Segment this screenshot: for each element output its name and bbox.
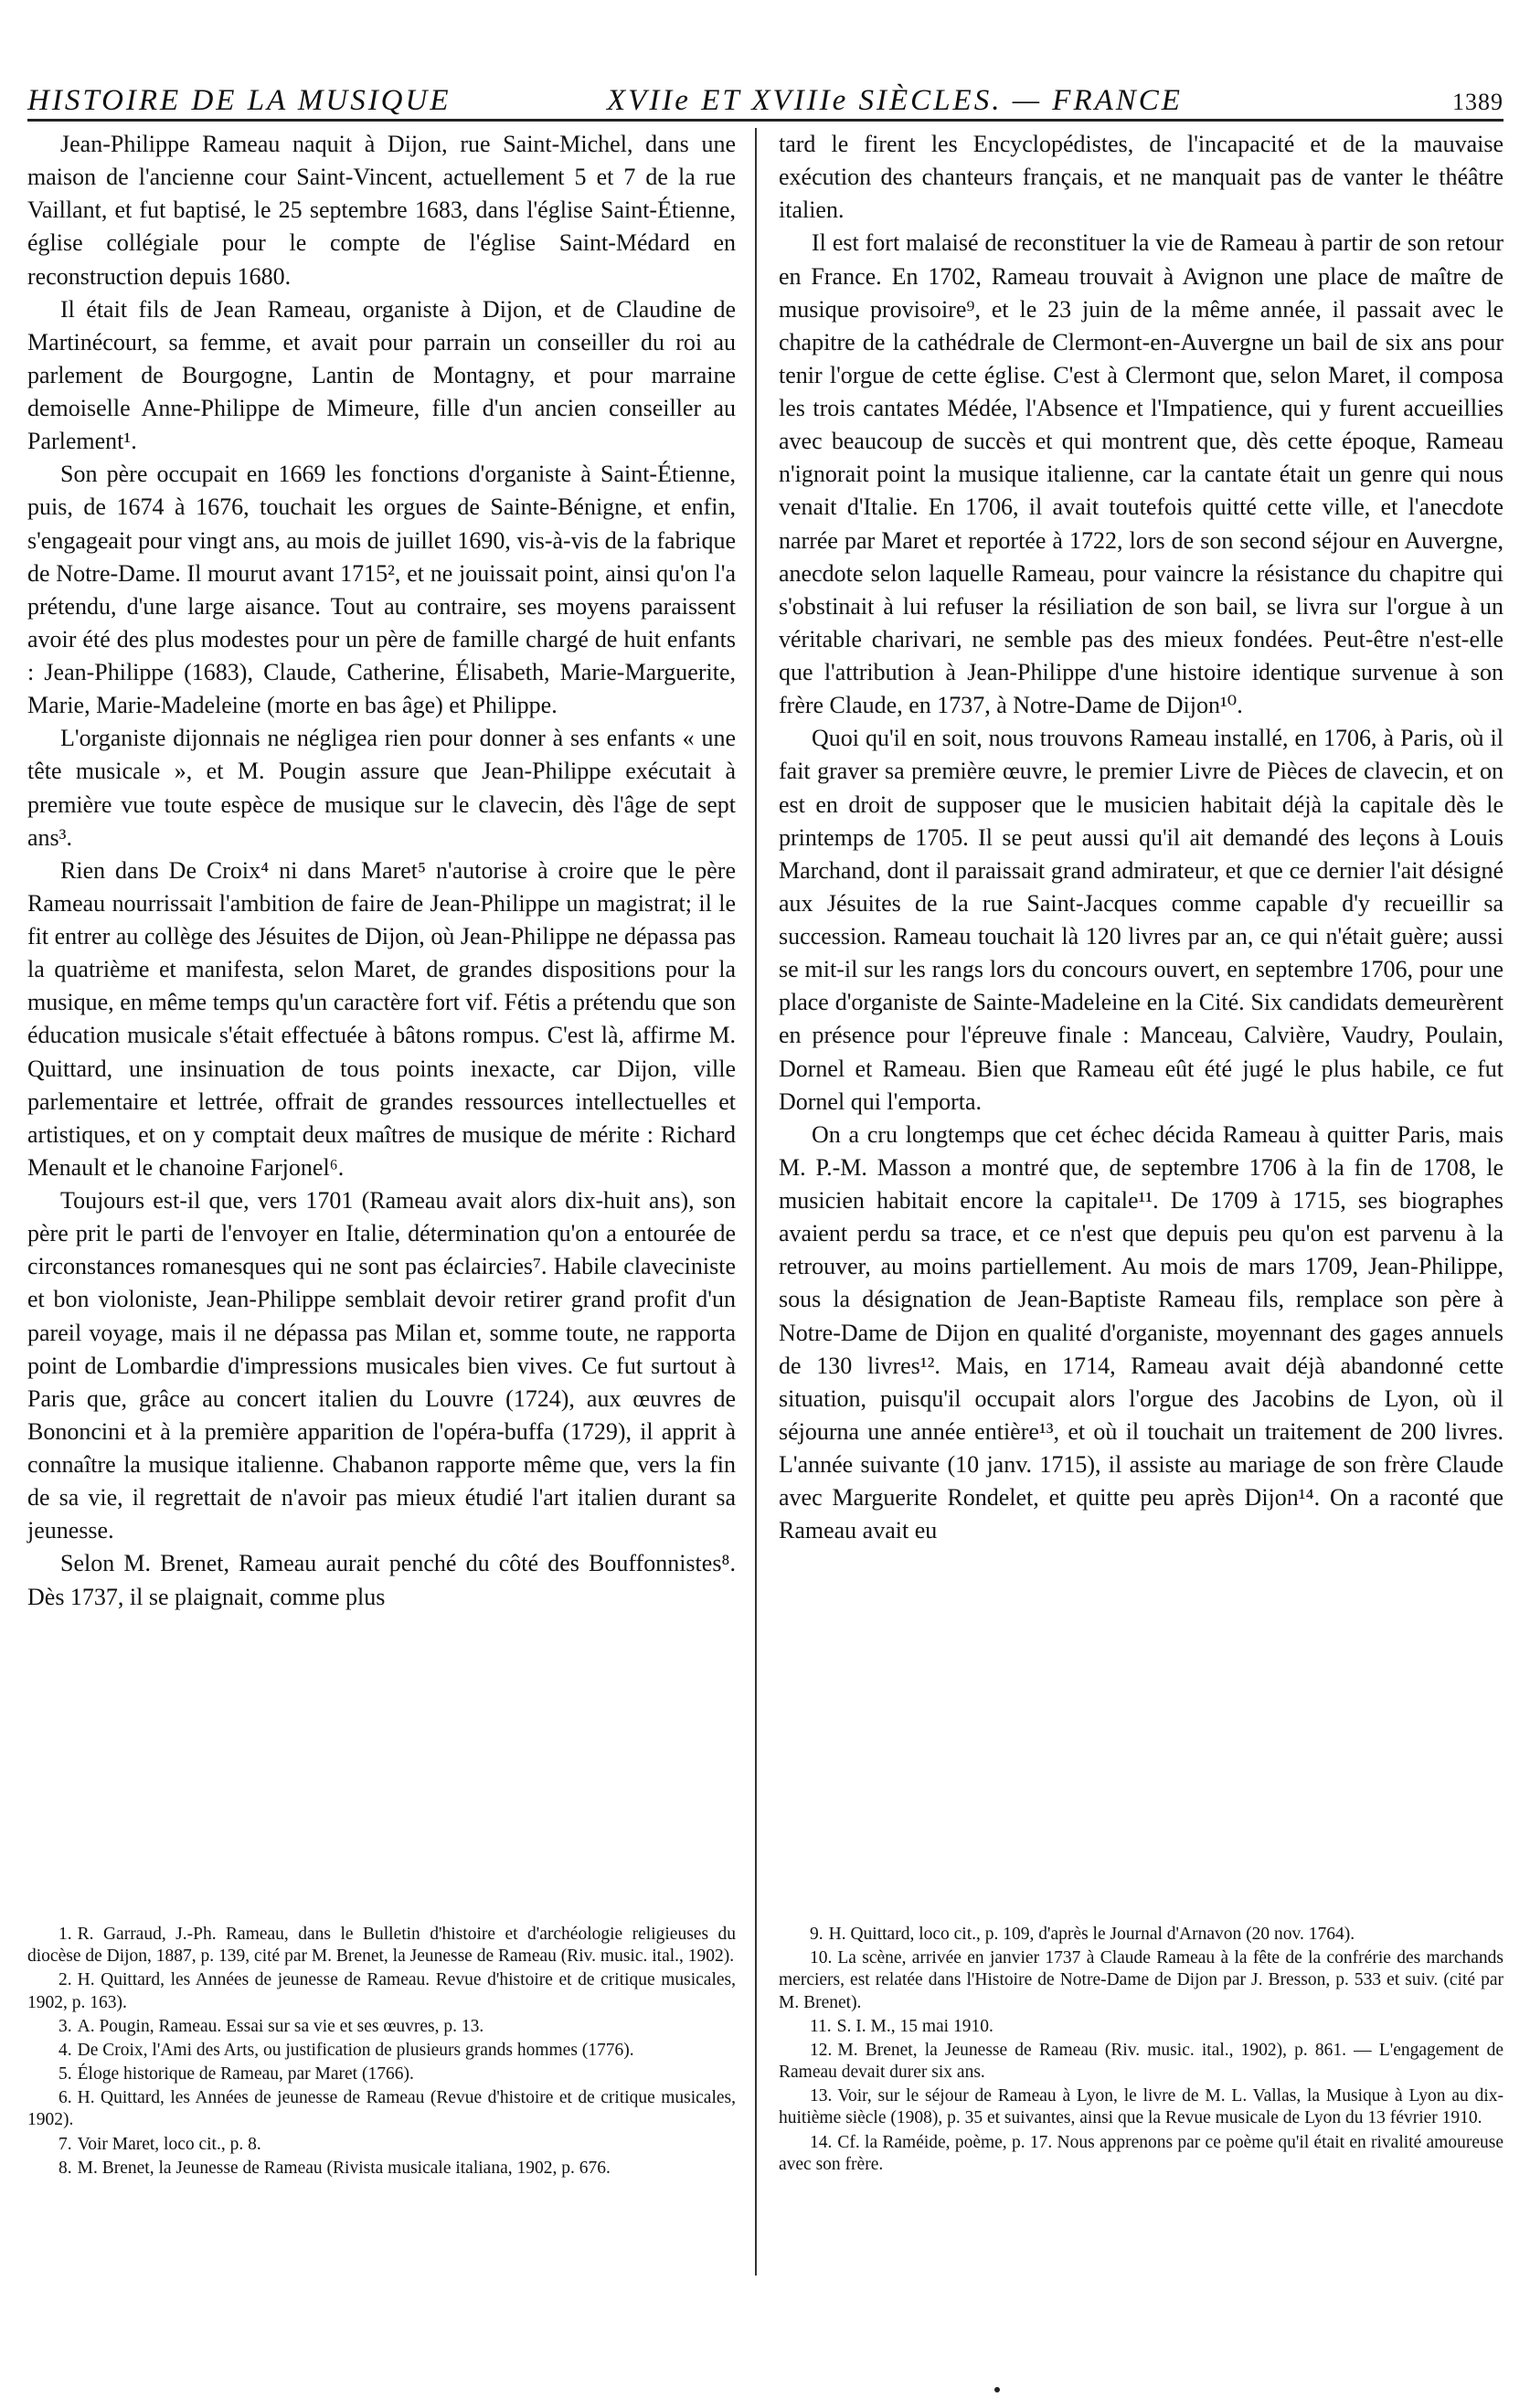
paragraph: Toujours est-il que, vers 1701 (Rameau avait alors dix-huit ans), son père prit le parti de l'envoyer en Italie, détermination qu'on a entourée de circonstances romanesques qui ne sont pas éclaircies⁷. Habile claveciniste et bon violoniste, Jean-Philippe semblait devoir retirer grand profit d'un pareil voyage, mais il ne dépassa pas Milan et, somme toute, ne rapporta point de Lombardie d'impressions musicales bien vives. Ce fut surtout à Paris que, grâce au concert italien du Louvre (1724), aux œuvres de Bononcini et à la première apparition de l'opéra-buffa (1729), il apprit à connaître la musique italienne. Chabanon rapporte même que, vers la fin de sa vie, il regrettait de n'avoir pas mieux étudié l'art italien durant sa jeunesse.: [27, 1187, 736, 1544]
footnote-text: La scène, arrivée en janvier 1737 à Claude Rameau à la fête de la confrérie des marchands merciers, est relatée dans l'Histoire de Notre-Dame de Dijon par J. Bresson, p. 533 et suiv. (cité par M. Brenet).: [779, 1948, 1503, 2012]
footnote: [27, 2134, 736, 2156]
footnote: [779, 2016, 1503, 2038]
footnote: [27, 2158, 736, 2180]
footnote-number: 7.: [58, 2134, 72, 2154]
footnotes-left: [27, 1924, 736, 2181]
paragraph: Quoi qu'il en soit, nous trouvons Rameau installé, en 1706, à Paris, où il fait graver sa première œuvre, le premier Livre de Pièces de clavecin, et on est en droit de supposer que le musicien habitait déjà la capitale dès le printemps de 1705. Il se peut aussi qu'il ait demandé des leçons à Louis Marchand, dont il paraissait grand admirateur, et que ce dernier l'ait désigné aux Jésuites de la rue Saint-Jacques comme capable d'y recueillir sa succession. Rameau touchait là 120 livres par an, ce qui n'était guère; aussi se mit-il sur les rangs lors du concours ouvert, en septembre 1706, pour une place d'organiste de Sainte-Madeleine en la Cité. Six candidats demeurèrent en présence pour l'épreuve finale : Manceau, Calvière, Vaudry, Poulain, Dornel et Rameau. Bien que Rameau eût été jugé le plus habile, ce fut Dornel qui l'emporta.: [779, 725, 1503, 1115]
column-divider: [755, 128, 757, 2275]
footnote-text: M. Brenet, la Jeunesse de Rameau (Riv. music. ital., 1902), p. 861. — L'engagement de Rameau devait durer six ans.: [779, 2040, 1503, 2083]
footnote-number: 9.: [810, 1925, 823, 1944]
footnote-number: 10.: [810, 1948, 833, 1968]
footnote: [27, 1924, 736, 1968]
footnote: [779, 1924, 1503, 1946]
paragraph: Rien dans De Croix⁴ ni dans Maret⁵ n'autorise à croire que le père Rameau nourrissait l'ambition de faire de Jean-Philippe un magistrat; il le fit entrer au collège des Jésuites de Dijon, où Jean-Philippe ne dépassa pas la quatrième et manifesta, selon Maret, de grandes dispositions pour la musique, en même temps qu'un caractère fort vif. Fétis a prétendu que son éducation musicale s'était effectuée à bâtons rompus. C'est là, affirme M. Quittard, une insinuation de tous points inexacte, car Dijon, ville parlementaire et lettrée, offrait de grandes ressources intellectuelles et artistiques, et on y comptait deux maîtres de musique de mérite : Richard Menault et le chanoine Farjonel⁶.: [27, 856, 736, 1181]
footnote: [27, 2087, 736, 2131]
footnote: [27, 2063, 736, 2085]
footnote: [27, 2016, 736, 2038]
footnote-number: 11.: [810, 2016, 832, 2036]
print-speck: [994, 2387, 1000, 2392]
footnote: [779, 2085, 1503, 2129]
footnote-number: 12.: [810, 2040, 833, 2060]
footnote-number: 4.: [58, 2040, 72, 2060]
header-right-title: XVIIe ET XVIIIe SIÈCLES. — FRANCE: [607, 84, 1183, 117]
footnote-number: 2.: [58, 1970, 72, 1990]
page-number: 1389: [1452, 89, 1503, 115]
footnote-text: Voir Maret, loco cit., p. 8.: [77, 2134, 261, 2154]
paragraph: L'organiste dijonnais ne négligea rien pour donner à ses enfants « une tête musicale », et M. Pougin assure que Jean-Philippe exécutait à première vue toute espèce de musique sur le clavecin, dès l'âge de sept ans³.: [27, 725, 736, 851]
footnote: [779, 1947, 1503, 2014]
footnote-text: H. Quittard, les Années de jeunesse de Rameau (Revue d'histoire et de critique musicales, 1902).: [27, 2088, 736, 2130]
footnote-text: H. Quittard, les Années de jeunesse de Rameau. Revue d'histoire et de critique musicales, 1902, p. 163).: [27, 1970, 736, 2012]
footnote-text: M. Brenet, la Jeunesse de Rameau (Rivista musicale italiana, 1902, p. 676.: [77, 2158, 611, 2178]
running-header: [27, 77, 1503, 122]
footnote-number: 5.: [58, 2064, 72, 2084]
footnote-text: Cf. la Raméide, poème, p. 17. Nous apprenons par ce poème qu'il était en rivalité amoureuse avec son frère.: [779, 2132, 1503, 2174]
footnote-text: Voir, sur le séjour de Rameau à Lyon, le livre de M. L. Vallas, la Musique à Lyon au dix-huitième siècle (1908), p. 35 et suivantes, ainsi que la Revue musicale de Lyon du 13 février 1910.: [779, 2086, 1503, 2128]
footnote: [27, 2040, 736, 2062]
paragraph: Son père occupait en 1669 les fonctions d'organiste à Saint-Étienne, puis, de 1674 à 1676, touchait les orgues de Sainte-Bénigne, et enfin, s'engageait pour vingt ans, au mois de juillet 1690, vis-à-vis de la fabrique de Notre-Dame. Il mourut avant 1715², et ne jouissait point, ainsi qu'on l'a prétendu, d'une large aisance. Tout au contraire, ses moyens paraissent avoir été des plus modestes pour un père de famille chargé de huit enfants : Jean-Philippe (1683), Claude, Catherine, Élisabeth, Marie-Marguerite, Marie, Marie-Madeleine (morte en bas âge) et Philippe.: [27, 461, 736, 719]
footnote-number: 14.: [810, 2132, 833, 2152]
footnote-text: A. Pougin, Rameau. Essai sur sa vie et ses œuvres, p. 13.: [77, 2016, 484, 2036]
footnote-text: S. I. M., 15 mai 1910.: [836, 2016, 993, 2036]
footnote-number: 8.: [58, 2158, 72, 2178]
footnote: [27, 1969, 736, 2013]
footnote-text: De Croix, l'Ami des Arts, ou justification de plusieurs grands hommes (1776).: [77, 2040, 634, 2060]
footnote-number: 3.: [58, 2016, 72, 2036]
footnote-text: Éloge historique de Rameau, par Maret (1766).: [77, 2064, 414, 2084]
paragraph: Il est fort malaisé de reconstituer la vie de Rameau à partir de son retour en France. En 1702, Rameau trouvait à Avignon une place de maître de musique provisoire⁹, et le 23 juin de la même année, il passait avec le chapitre de la cathédrale de Clermont-en-Auvergne un bail de six ans pour tenir l'orgue de cette église. C'est à Clermont que, selon Maret, il composa les trois cantates Médée, l'Absence et l'Impatience, qui y furent accueillies avec beaucoup de succès et qui montrent que, dès cette époque, Rameau n'ignorait point la musique italienne, car la cantate était un genre qui nous venait d'Italie. En 1706, il avait toutefois quitté cette ville, et l'anecdote narrée par Maret et reportée à 1722, lors de son second séjour en Auvergne, anecdote selon laquelle Rameau, pour vaincre la résistance du chapitre qui s'obstinait à lui refuser la résiliation de son bail, se livra sur l'orgue à un véritable charivari, ne semble pas des mieux fondées. Peut-être n'est-elle que l'attribution à Jean-Philippe d'une histoire identique survenue à son frère Claude, en 1737, à Notre-Dame de Dijon¹⁰.: [779, 229, 1503, 719]
right-column: [779, 128, 1503, 1547]
footnote-text: H. Quittard, loco cit., p. 109, d'après le Journal d'Arnavon (20 nov. 1764).: [828, 1925, 1355, 1944]
footnote: [779, 2132, 1503, 2176]
footnote: [779, 2040, 1503, 2084]
footnote-number: 1.: [58, 1925, 72, 1944]
paragraph: tard le firent les Encyclopédistes, de l'incapacité et de la mauvaise exécution des chanteurs français, et ne manquait pas de vanter le théâtre italien.: [779, 131, 1503, 224]
paragraph: On a cru longtemps que cet échec décida Rameau à quitter Paris, mais M. P.-M. Masson a montré que, de septembre 1706 à la fin de 1708, le musicien habitait encore la capitale¹¹. De 1709 à 1715, ses biographes avaient perdu sa trace, et ce n'est que depuis peu qu'on est parvenu à la retrouver, au moins partiellement. Au mois de mars 1709, Jean-Philippe, sous la désignation de Jean-Baptiste Rameau fils, remplace son père à Notre-Dame de Dijon en qualité d'organiste, moyennant des gages annuels de 130 livres¹². Mais, en 1714, Rameau avait déjà abandonné cette situation, puisqu'il occupait alors l'orgue des Jacobins de Lyon, où il séjourna une année entière¹³, et où il touchait un traitement de 200 livres. L'année suivante (10 janv. 1715), il assiste au mariage de son frère Claude avec Marguerite Rondelet, et quitte peu après Dijon¹⁴. On a raconté que Rameau avait eu: [779, 1120, 1503, 1544]
left-column: [27, 128, 736, 1614]
paragraph: Selon M. Brenet, Rameau aurait penché du côté des Bouffonnistes⁸. Dès 1737, il se plaignait, comme plus: [27, 1550, 736, 1610]
footnote-text: R. Garraud, J.-Ph. Rameau, dans le Bulletin d'histoire et d'archéologie religieuses du diocèse de Dijon, 1887, p. 139, cité par M. Brenet, la Jeunesse de Rameau (Riv. music. ital., 1902).: [27, 1925, 736, 1967]
footnote-number: 6.: [58, 2088, 72, 2108]
header-left-title: HISTOIRE DE LA MUSIQUE: [27, 84, 452, 117]
paragraph: Jean-Philippe Rameau naquit à Dijon, rue Saint-Michel, dans une maison de l'ancienne cour Saint-Vincent, actuellement 5 et 7 de la rue Vaillant, et fut baptisé, le 25 septembre 1683, dans l'église Saint-Étienne, église collégiale pour le compte de l'église Saint-Médard en reconstruction depuis 1680.: [27, 131, 736, 290]
footnote-number: 13.: [810, 2086, 833, 2106]
paragraph: Il était fils de Jean Rameau, organiste à Dijon, et de Claudine de Martinécourt, sa femme, et avait pour parrain un conseiller du roi au parlement de Bourgogne, Lantin de Montagny, et pour marraine demoiselle Anne-Philippe de Mimeure, fille d'un ancien conseiller au Parlement¹.: [27, 295, 736, 455]
footnotes-right: [779, 1924, 1503, 2178]
